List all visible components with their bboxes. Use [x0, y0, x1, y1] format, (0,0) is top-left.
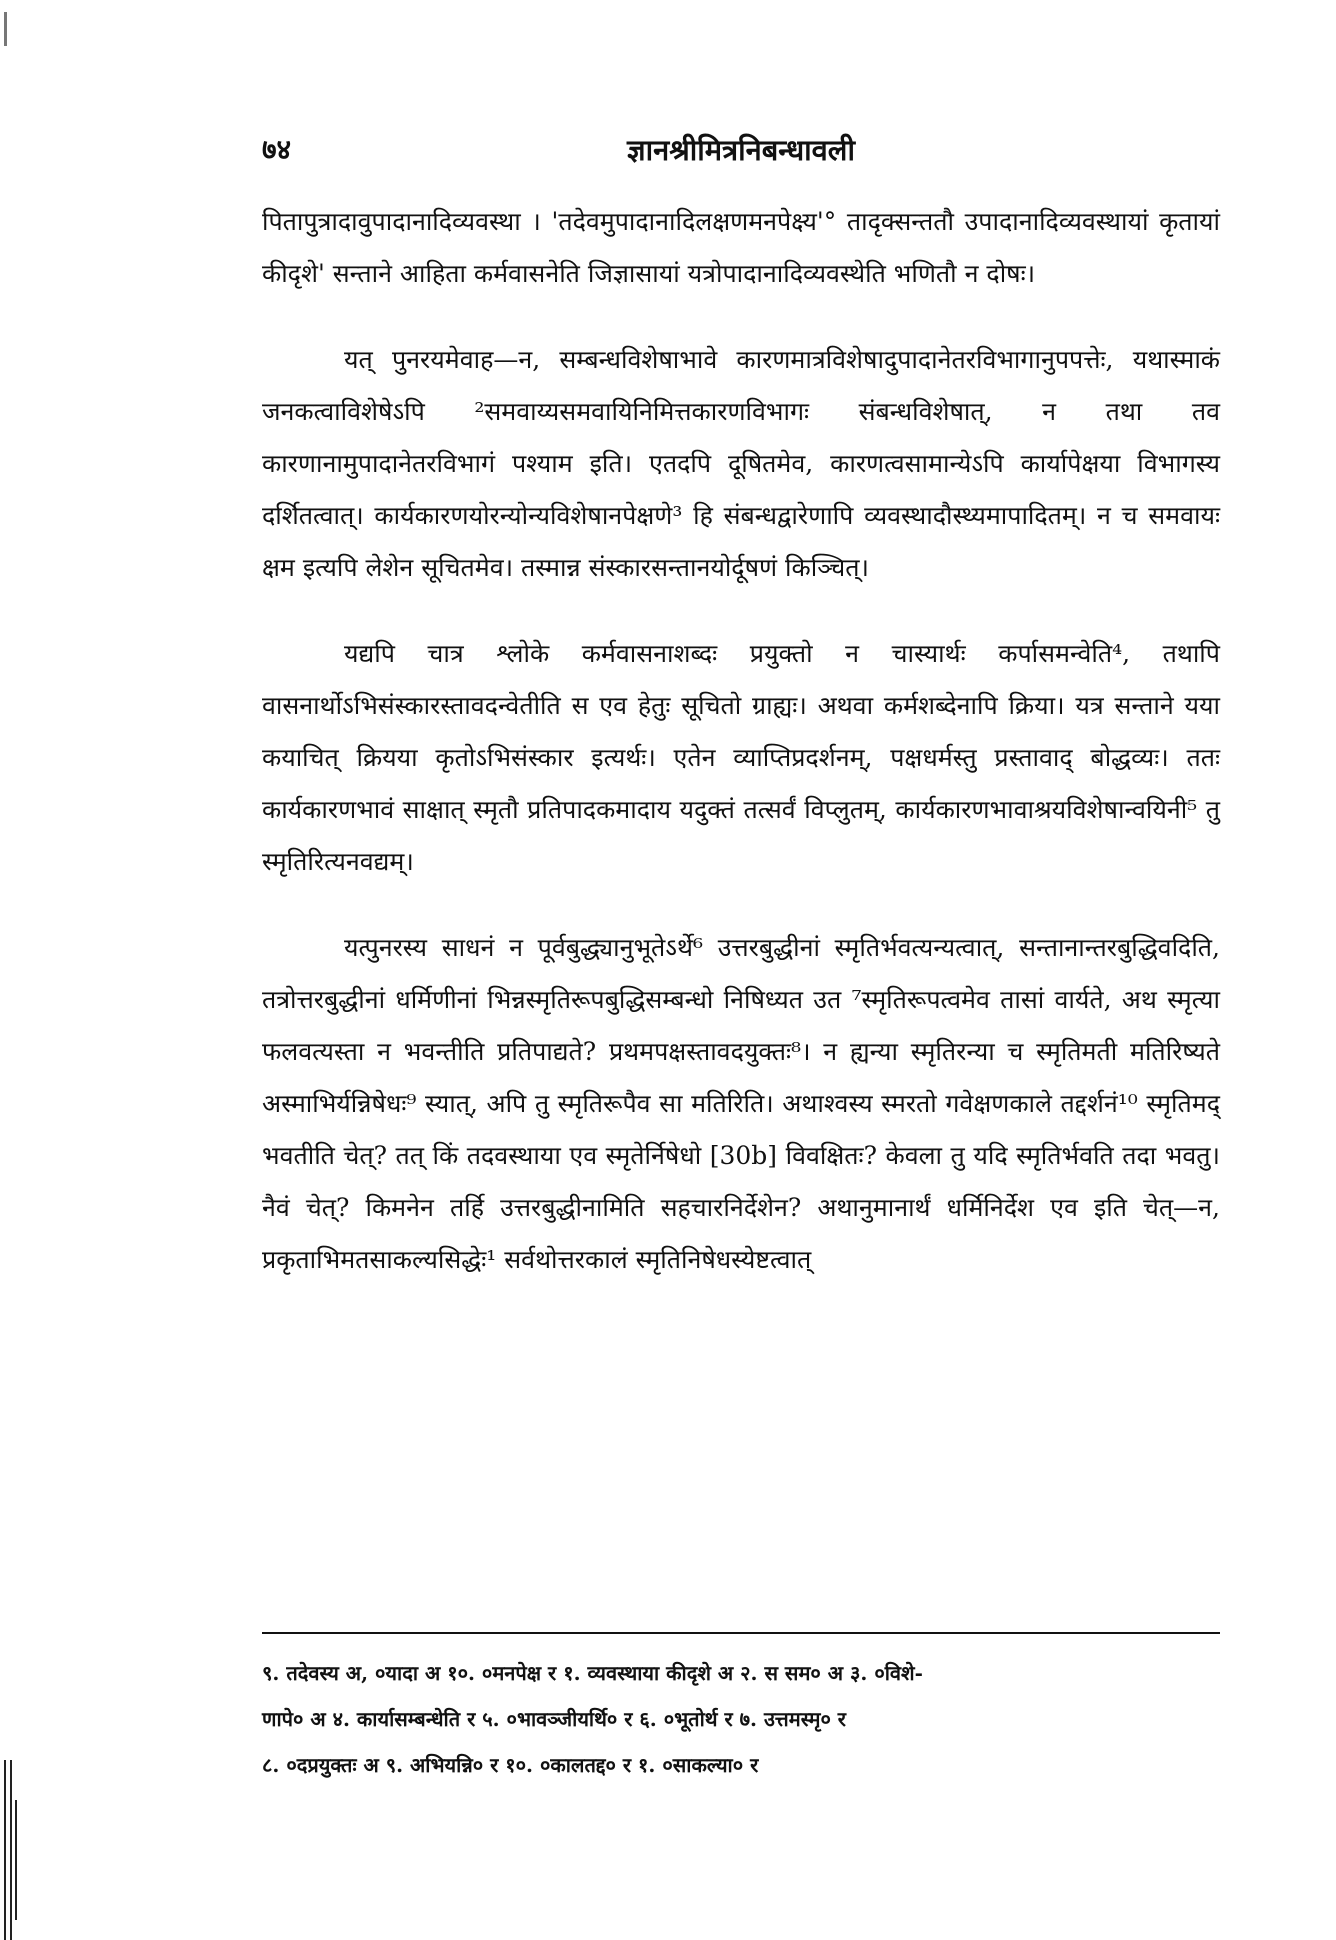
page-number: ७४	[262, 133, 292, 166]
footnote-divider	[262, 1632, 1220, 1634]
binding-edge-marks	[0, 1760, 20, 1940]
edge-bar	[15, 1800, 17, 1920]
paragraph-4: यत्पुनरस्य साधनं न पूर्वबुद्ध्यानुभूतेऽर्थे⁶ उत्तरबुद्धीनां स्मृतिर्भवत्यन्यत्वात्, सन्तानान्तरबुद्धिवदिति, तत्रोत्तरबुद्धीनां धर्मिणीनां भिन्नस्मृतिरूपबुद्धिसम्बन्धो निषिध्यत उत ⁷स्मृतिरूपत्वमेव तासां वार्यते, अथ स्मृत्या फलवत्यस्ता न भवन्तीति प्रतिपाद्यते? प्रथमपक्षस्तावदयुक्तः⁸। न ह्यन्या स्मृतिरन्या च स्मृतिमती मतिरिष्यते अस्माभिर्यन्निषेधः⁹ स्यात्, अपि तु स्मृतिरूपैव सा मतिरिति। अथाश्वस्य स्मरतो गवेक्षणकाले तद्दर्शनं¹⁰ स्मृतिमद् भवतीति चेत्? तत् किं तदवस्थाया एव स्मृतेर्निषेधो [30b] विवक्षितः? केवला तु यदि स्मृतिर्भवति तदा भवतु। नैवं चेत्? किमनेन तर्हि उत्तरबुद्धीनामिति सहचारनिर्देशेन? अथानुमानार्थं धर्मिनिर्देश एव इति चेत्—न, प्रकृताभिमतसाकल्यसिद्धेः¹ सर्वथोत्तरकालं स्मृतिनिषेधस्येष्टत्वात्	[262, 933, 1220, 1274]
footnote-line-2: णापे० अ ४. कार्यासम्बन्धेति र ५. ०भावञ्जीयर्थि० र ६. ०भूतोर्थ र ७. उत्तमस्मृ० र	[262, 1707, 846, 1731]
footnote-line-1: ९. तदेवस्य अ, ०यादा अ १०. ०मनपेक्ष र १. व्यवस्थाया कीदृशे अ २. स सम० अ ३. ०विशे-	[262, 1661, 923, 1685]
scan-corner-mark	[4, 12, 7, 46]
edge-bar	[10, 1760, 12, 1940]
paragraph-3: यद्यपि चात्र श्लोके कर्मवासनाशब्दः प्रयुक्तो न चास्यार्थः कर्पासमन्वेति⁴, तथापि वासनार्थोऽभिसंस्कारस्तावदन्वेतीति स एव हेतुः सूचितो ग्राह्यः। अथवा कर्मशब्देनापि क्रिया। यत्र सन्ताने यया कयाचित् क्रियया कृतोऽभिसंस्कार इत्यर्थः। एतेन व्याप्तिप्रदर्शनम्, पक्षधर्मस्तु प्रस्तावाद् बोद्धव्यः। ततः कार्यकारणभावं साक्षात् स्मृतौ प्रतिपादकमादाय यदुक्तं तत्सर्वं विप्लुतम्, कार्यकारणभावाश्रयविशेषान्वयिनी⁵ तु स्मृतिरित्यनवद्यम्।	[262, 639, 1220, 876]
running-title: ज्ञानश्रीमित्रनिबन्धावली	[627, 133, 855, 167]
footnote-line-3: ८. ०दप्रयुक्तः अ ९. अभियन्नि० र १०. ०कालतद्द० र १. ०साकल्या० र	[262, 1753, 759, 1777]
page-header	[262, 128, 1220, 172]
footnotes	[262, 1650, 1220, 1788]
body-text	[262, 196, 1220, 1320]
paragraph-1: पितापुत्रादावुपादानादिव्यवस्था । 'तदेवमुपादानादिलक्षणमनपेक्ष्य'° तादृक्सन्ततौ उपादानादिव्यवस्थायां कृतायां कीदृशे' सन्ताने आहिता कर्मवासनेति जिज्ञासायां यत्रोपादानादिव्यवस्थेति भणितौ न दोषः।	[262, 207, 1220, 288]
paragraph-2: यत् पुनरयमेवाह—न, सम्बन्धविशेषाभावे कारणमात्रविशेषादुपादानेतरविभागानुपपत्तेः, यथास्माकं जनकत्वाविशेषेऽपि ²समवाय्यसमवायिनिमित्तकारणविभागः संबन्धविशेषात्, न तथा तव कारणानामुपादानेतरविभागं पश्याम इति। एतदपि दूषितमेव, कारणत्वसामान्येऽपि कार्यापेक्षया विभागस्य दर्शितत्वात्। कार्यकारणयोरन्योन्यविशेषानपेक्षणे³ हि संबन्धद्वारेणापि व्यवस्थादौस्थ्यमापादितम्। न च समवायः क्षम इत्यपि लेशेन सूचितमेव। तस्मान्न संस्कारसन्तानयोर्दूषणं किञ्चित्।	[262, 345, 1220, 582]
edge-bar	[4, 1760, 6, 1940]
